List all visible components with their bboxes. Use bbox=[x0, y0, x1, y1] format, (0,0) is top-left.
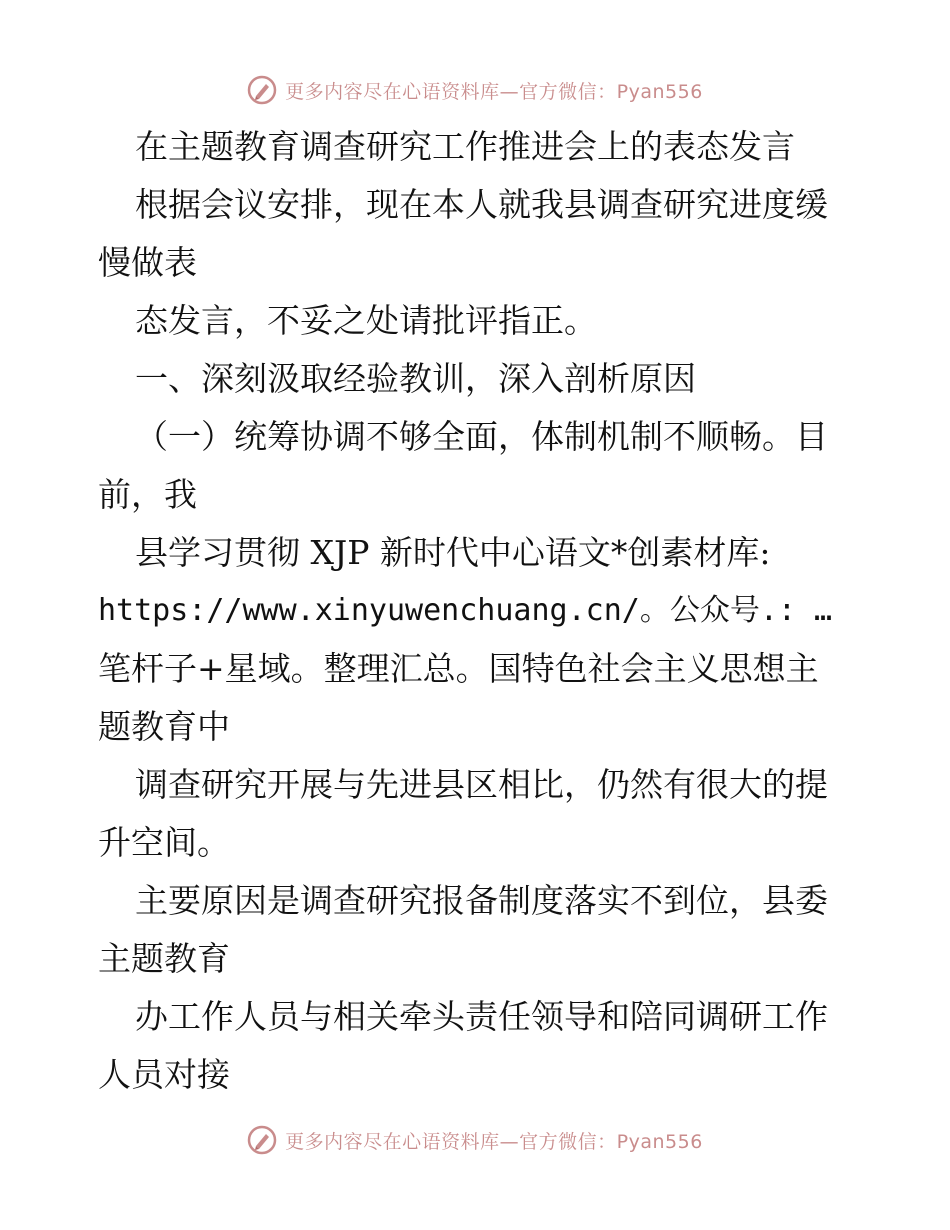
paragraph-line: 办工作人员与相关牵头责任领导和陪同调研工作 bbox=[135, 997, 828, 1036]
paragraph-line: 根据会议安排，现在本人就我县调查研究进度缓 bbox=[135, 185, 828, 224]
paragraph-line: 人员对接 bbox=[98, 1055, 230, 1094]
paragraph-line: 县学习贯彻 XJP 新时代中心语文*创素材库: bbox=[135, 533, 771, 572]
paragraph-line: 升空间。 bbox=[98, 823, 230, 862]
pen-logo-icon bbox=[247, 75, 277, 105]
paragraph-line: 前，我 bbox=[98, 475, 197, 514]
paragraph-line: 调查研究开展与先进县区相比，仍然有很大的提 bbox=[135, 765, 828, 804]
header-watermark-text: 更多内容尽在心语资料库—官方微信：Pyan556 bbox=[285, 80, 703, 103]
paragraph-line: 笔杆子+星域。整理汇总。国特色社会主义思想主 bbox=[98, 649, 819, 688]
paragraph-line: 主要原因是调查研究报备制度落实不到位，县委 bbox=[135, 881, 828, 920]
section-heading: 一、深刻汲取经验教训，深入剖析原因 bbox=[135, 359, 696, 398]
paragraph-line: https://www.xinyuwenchuang.cn/。公众号.: … bbox=[98, 593, 833, 628]
document-title: 在主题教育调查研究工作推进会上的表态发言 bbox=[135, 127, 795, 166]
footer-watermark-banner bbox=[0, 1120, 950, 1160]
pen-logo-icon bbox=[247, 1125, 277, 1155]
paragraph-line: 慢做表 bbox=[98, 243, 197, 282]
subsection-heading: （一）统筹协调不够全面，体制机制不顺畅。目 bbox=[135, 417, 828, 456]
paragraph-line: 题教育中 bbox=[98, 707, 230, 746]
paragraph-line: 主题教育 bbox=[98, 939, 230, 978]
document-body bbox=[98, 118, 858, 1104]
paragraph-line: 态发言，不妥之处请批评指正。 bbox=[135, 301, 597, 340]
footer-watermark-text: 更多内容尽在心语资料库—官方微信：Pyan556 bbox=[285, 1130, 703, 1153]
header-watermark-banner bbox=[0, 70, 950, 110]
